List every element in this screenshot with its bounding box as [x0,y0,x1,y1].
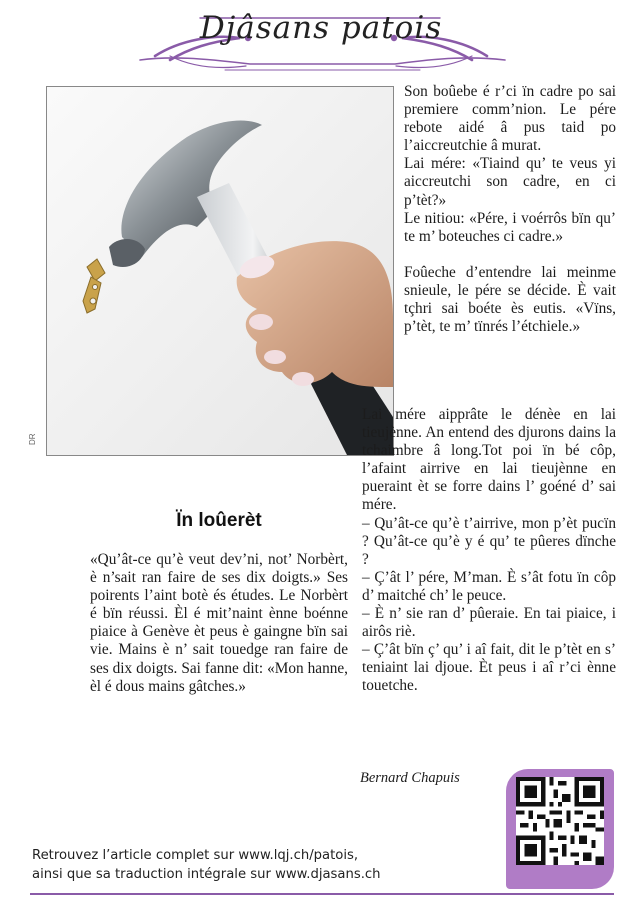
footer-rule [30,893,614,895]
paragraph: Son boûebe é r’ci ïn cadre po sai premiere comm’nion. Le pére rebote aidé â pus taid po l’aiccreutchie â murat. [404,83,616,155]
footer-line-translation-link: ainsi que sa traduction intégrale sur www.djasans.ch [32,867,381,882]
author-name: Bernard Chapuis [360,770,460,786]
magazine-section-title: Djâsans patois [199,10,443,46]
paragraph: Foûeche d’entendre lai meinme snieule, le pére se décide. È vait tçhri sai boéte ès eutis. «Vïns, p’tèt, te m’ tïnrés l’étchiele.» [404,263,616,336]
dialogue-line: – È n’ sie ran d’ pûeraie. En tai piaice, i airôs riè. [362,605,616,641]
qr-code-icon [516,777,604,865]
masthead [0,0,642,82]
dialogue-line: – Ç’ât bïn ç’ qu’ i aî fait, dit le p’tèt en s’ teniaint lai djoue. Èt peus i aî r’ci ènne touetche. [362,641,616,695]
paragraph: Le nitiou: «Pére, i voérrôs bïn qu’ te m’ boteuches ci cadre.» [404,209,616,245]
photo-credit: DR [28,433,37,445]
footer-line-article-link: Retrouvez l’article complet sur www.lqj.ch/patois, [32,848,359,863]
article-title: Ïn loûerèt [176,510,262,531]
dialogue-line: – Qu’ât-ce qu’è t’airrive, mon p’èt pucïn ? Qu’ât-ce qu’è y é qu’ te pûeres dïnche ? [362,514,616,568]
footer-note [32,846,381,884]
hammer-photo-icon [47,87,393,455]
right-column-bottom [362,406,616,696]
dialogue-line: – Ç’ât l’ pére, M’man. È s’ât fotu ïn côp d’ maitché ch’ le peuce. [362,568,616,604]
paragraph: Lai mére aipprâte le dénèe en lai tieujènne. An entend des djurons dains la tchaimbre â long.Tot poi ïn bé côp, l’afaint airrive en lai tieujènne en pueraint èt se forre dains l’ goéné d’ sai mére. [362,406,616,514]
qr-code-badge[interactable] [506,769,614,889]
hammer-photo [46,86,394,456]
paragraph: Lai mére: «Tiaind qu’ te veus yi aiccreutchi son cadre, en ci p’tèt?» [404,155,616,209]
right-column-top [404,83,616,354]
left-column [90,551,348,696]
paragraph: «Qu’ât-ce qu’è veut dev’ni, not’ Norbèrt, è n’sait ran faire de ses dix doigts.» Ses poirents l’aint botè és études. Le Norbèrt é bïn réussi. Èl é mit’naint ènne boénne piaice à Genève èt peus è gaingne bïn sai vie. Mains è n’ sait touedge ran faire de ses dix doigts. Sai fanne dit: «Mon hanne, èl é dous mains gâtches.» [90,551,348,695]
